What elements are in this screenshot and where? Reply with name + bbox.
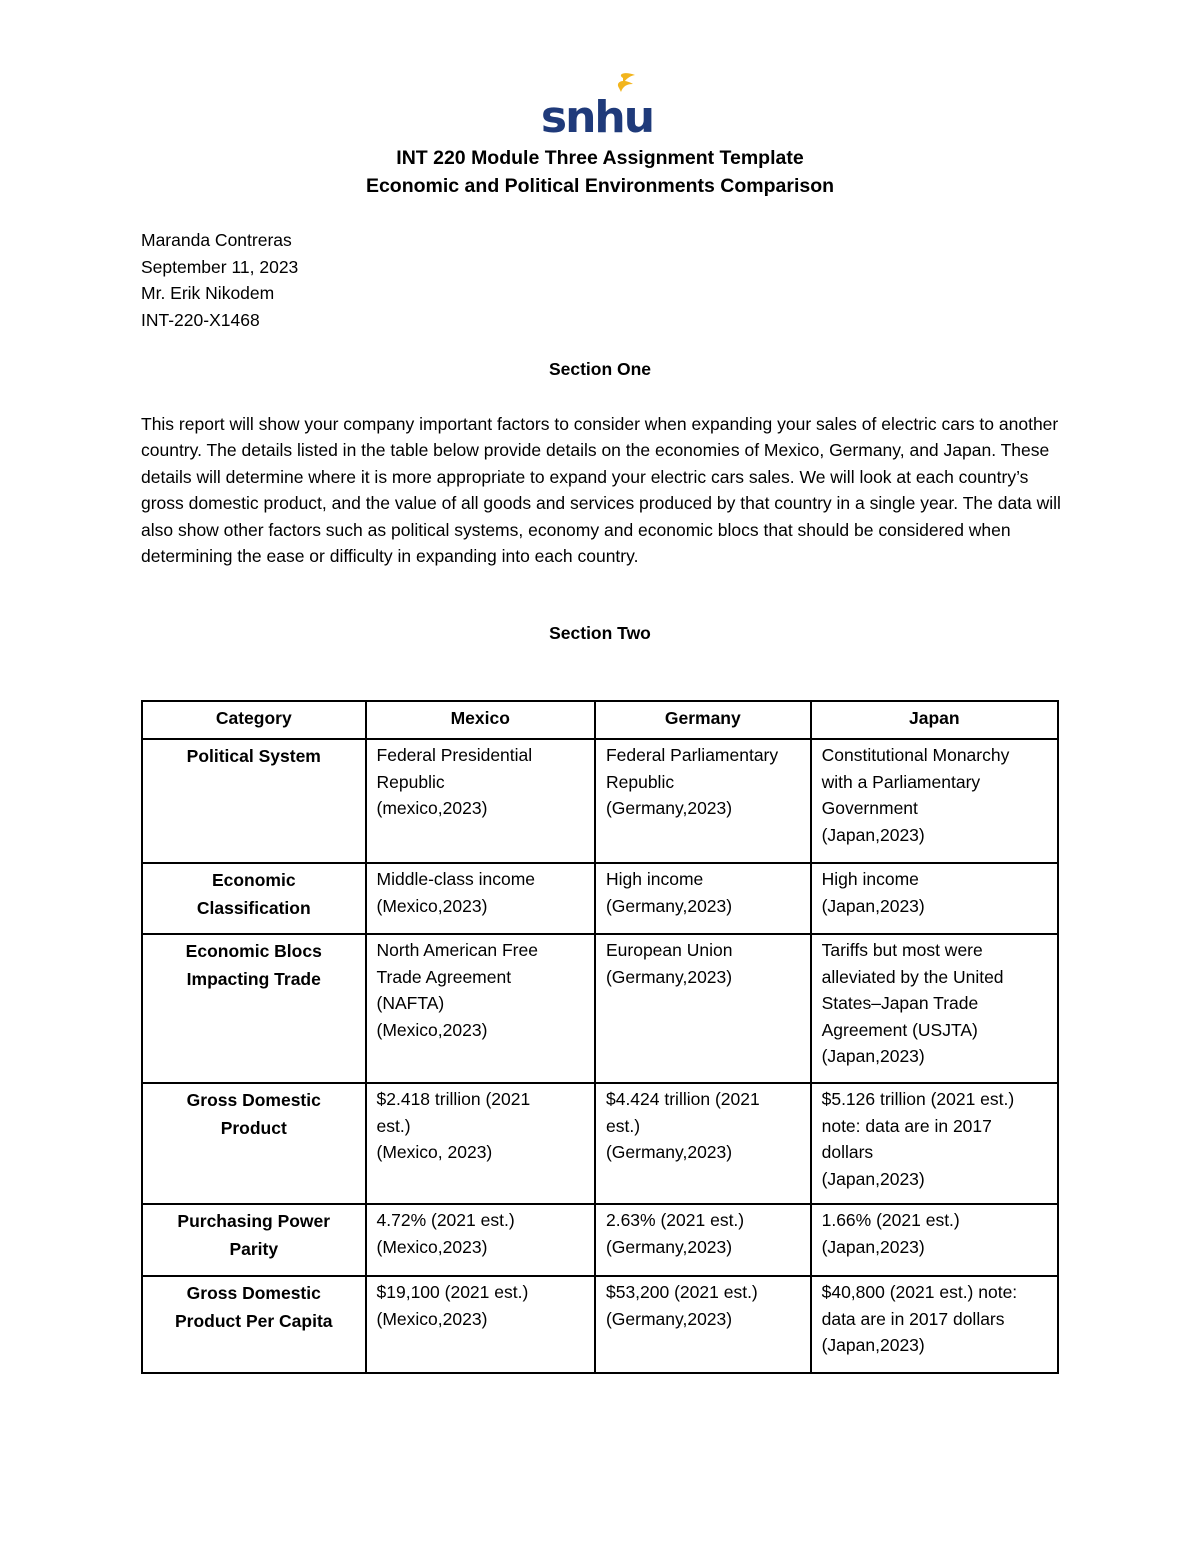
header-japan: Japan bbox=[811, 701, 1058, 739]
cell-text-line: Impacting Trade bbox=[186, 969, 321, 989]
cell-text-line: Purchasing Power bbox=[177, 1211, 331, 1231]
cell-text-line: Government bbox=[821, 798, 918, 818]
cell-text-line: Constitutional Monarchy bbox=[821, 745, 1010, 765]
table-cell-category bbox=[142, 1276, 366, 1373]
cell-text-line: (Japan,2023) bbox=[821, 1046, 925, 1066]
cell-text-line: (Japan,2023) bbox=[821, 824, 925, 845]
table-cell-mexico bbox=[366, 1083, 595, 1204]
header-category: Category bbox=[142, 701, 366, 739]
document-subtitle: Economic and Political Environments Comparison bbox=[365, 175, 835, 197]
cell-text-line: (mexico,2023) bbox=[376, 798, 488, 818]
cell-text-line: (Germany,2023) bbox=[605, 1236, 733, 1257]
table-cell-germany bbox=[595, 934, 811, 1083]
table-cell-mexico bbox=[366, 1204, 595, 1276]
cell-text-line: Trade Agreement bbox=[376, 966, 512, 987]
cell-text-line: $2.418 trillion (2021 bbox=[376, 1089, 531, 1109]
cell-text-line: (Mexico,2023) bbox=[376, 895, 488, 916]
cell-text-line: Gross Domestic bbox=[186, 1283, 321, 1303]
cell-text-line: 2.63% (2021 est.) bbox=[605, 1210, 745, 1230]
cell-text-line: Tariffs but most were bbox=[821, 940, 983, 960]
cell-text-line: 4.72% (2021 est.) bbox=[376, 1210, 515, 1230]
section-one-paragraph: This report will show your company important factors to consider when expanding your sales of electric cars to another country. The details listed in the table below provide details on the economies of Mexico, Germany, and Japan. These details will determine where it is more appropriate to expand your electric cars sales. We will look at each country’s gross domestic product, and the value of all goods and services produced by that country in a single year. The data will also show other factors such as political systems, economy and economic blocs that should be considered when determining the ease or difficulty in expanding into each country. bbox=[141, 414, 1061, 567]
header-mexico: Mexico bbox=[366, 701, 595, 739]
document-title: INT 220 Module Three Assignment Template bbox=[396, 147, 804, 169]
cell-text-line: alleviated by the United bbox=[821, 966, 1004, 987]
section-two-heading: Section Two bbox=[549, 623, 651, 643]
cell-text-line: data are in 2017 dollars bbox=[821, 1308, 1005, 1329]
table-cell-japan bbox=[811, 1276, 1058, 1373]
document-title-block bbox=[0, 144, 1200, 200]
cell-text-line: Economic bbox=[211, 870, 296, 890]
header-germany: Germany bbox=[595, 701, 811, 739]
table-cell-mexico bbox=[366, 863, 595, 934]
cell-text-line: Gross Domestic bbox=[186, 1090, 321, 1110]
table-cell-japan bbox=[811, 863, 1058, 934]
cell-text-line: Product bbox=[220, 1118, 287, 1138]
cell-text-line: North American Free bbox=[376, 940, 538, 960]
comparison-table bbox=[141, 700, 1059, 1374]
cell-text-line: Product Per Capita bbox=[174, 1311, 333, 1331]
table-row bbox=[142, 1204, 1058, 1276]
cell-text-line: (Mexico,2023) bbox=[376, 1019, 488, 1040]
cell-text-line: $5.126 trillion (2021 est.) bbox=[821, 1089, 1015, 1109]
table-header-row bbox=[142, 701, 1058, 739]
cell-text-line: (Japan,2023) bbox=[821, 1335, 925, 1355]
table-cell-germany bbox=[595, 1204, 811, 1276]
table-row bbox=[142, 863, 1058, 934]
table-cell-category bbox=[142, 1083, 366, 1204]
table-cell-category bbox=[142, 863, 366, 934]
table-cell-japan bbox=[811, 739, 1058, 863]
cell-text-line: Republic bbox=[605, 771, 675, 792]
cell-text-line: (Germany,2023) bbox=[605, 1142, 733, 1162]
instructor-name: Mr. Erik Nikodem bbox=[141, 283, 275, 303]
snhu-logo-text: snhu bbox=[540, 92, 654, 143]
snhu-logo bbox=[540, 72, 654, 143]
cell-text-line: Federal Parliamentary bbox=[605, 745, 779, 765]
cell-text-line: (Mexico,2023) bbox=[376, 1308, 488, 1329]
author-info bbox=[141, 227, 298, 333]
cell-text-line: $40,800 (2021 est.) note: bbox=[821, 1282, 1018, 1302]
cell-text-line: $4.424 trillion (2021 bbox=[605, 1089, 760, 1109]
cell-text-line: (Germany,2023) bbox=[605, 1308, 733, 1329]
submission-date: September 11, 2023 bbox=[141, 256, 299, 277]
cell-text-line: (Germany,2023) bbox=[605, 798, 733, 818]
cell-text-line: (Mexico, 2023) bbox=[376, 1142, 493, 1162]
cell-text-line: Agreement (USJTA) bbox=[821, 1019, 978, 1040]
table-cell-category bbox=[142, 739, 366, 863]
table-body bbox=[142, 739, 1058, 1373]
table-row bbox=[142, 934, 1058, 1083]
cell-text-line: (Japan,2023) bbox=[821, 1168, 925, 1189]
table-cell-germany bbox=[595, 1276, 811, 1373]
cell-text-line: Federal Presidential bbox=[376, 745, 533, 765]
section-one-heading: Section One bbox=[548, 359, 652, 379]
table-cell-germany bbox=[595, 1083, 811, 1204]
cell-text-line: Political System bbox=[186, 746, 321, 766]
cell-text-line: est.) bbox=[376, 1115, 411, 1136]
cell-text-line: Middle-class income bbox=[376, 869, 536, 889]
table-cell-germany bbox=[595, 739, 811, 863]
cell-text-line: European Union bbox=[605, 940, 733, 960]
cell-text-line: (Germany,2023) bbox=[605, 966, 733, 987]
cell-text-line: Classification bbox=[196, 898, 311, 918]
cell-text-line: dollars bbox=[821, 1142, 874, 1162]
table-cell-japan bbox=[811, 934, 1058, 1083]
cell-text-line: 1.66% (2021 est.) bbox=[821, 1210, 960, 1230]
table-row bbox=[142, 1276, 1058, 1373]
cell-text-line: (Japan,2023) bbox=[821, 895, 925, 916]
cell-text-line: (Mexico,2023) bbox=[376, 1236, 488, 1257]
cell-text-line: with a Parliamentary bbox=[821, 771, 981, 792]
cell-text-line: (Germany,2023) bbox=[605, 895, 733, 916]
cell-text-line: Economic Blocs bbox=[185, 941, 322, 961]
cell-text-line: $19,100 (2021 est.) bbox=[376, 1282, 529, 1302]
cell-text-line: High income bbox=[605, 869, 704, 889]
cell-text-line: High income bbox=[821, 869, 919, 889]
table-cell-mexico bbox=[366, 1276, 595, 1373]
cell-text-line: (NAFTA) bbox=[376, 993, 445, 1013]
cell-text-line: Republic bbox=[376, 771, 445, 792]
table-cell-germany bbox=[595, 863, 811, 934]
snhu-logo-graphic bbox=[540, 72, 654, 143]
table-row bbox=[142, 739, 1058, 863]
cell-text-line: est.) bbox=[605, 1115, 641, 1136]
course-code: INT-220-X1468 bbox=[141, 309, 260, 330]
table-cell-category bbox=[142, 1204, 366, 1276]
cell-text-line: $53,200 (2021 est.) bbox=[605, 1282, 758, 1302]
table-cell-japan bbox=[811, 1204, 1058, 1276]
cell-text-line: Parity bbox=[229, 1239, 279, 1259]
table-cell-mexico bbox=[366, 934, 595, 1083]
table-cell-japan bbox=[811, 1083, 1058, 1204]
author-name: Maranda Contreras bbox=[141, 230, 292, 250]
cell-text-line: States–Japan Trade bbox=[821, 993, 979, 1013]
table-cell-mexico bbox=[366, 739, 595, 863]
cell-text-line: (Japan,2023) bbox=[821, 1236, 925, 1257]
table-cell-category bbox=[142, 934, 366, 1083]
table-row bbox=[142, 1083, 1058, 1204]
cell-text-line: note: data are in 2017 bbox=[821, 1115, 992, 1136]
